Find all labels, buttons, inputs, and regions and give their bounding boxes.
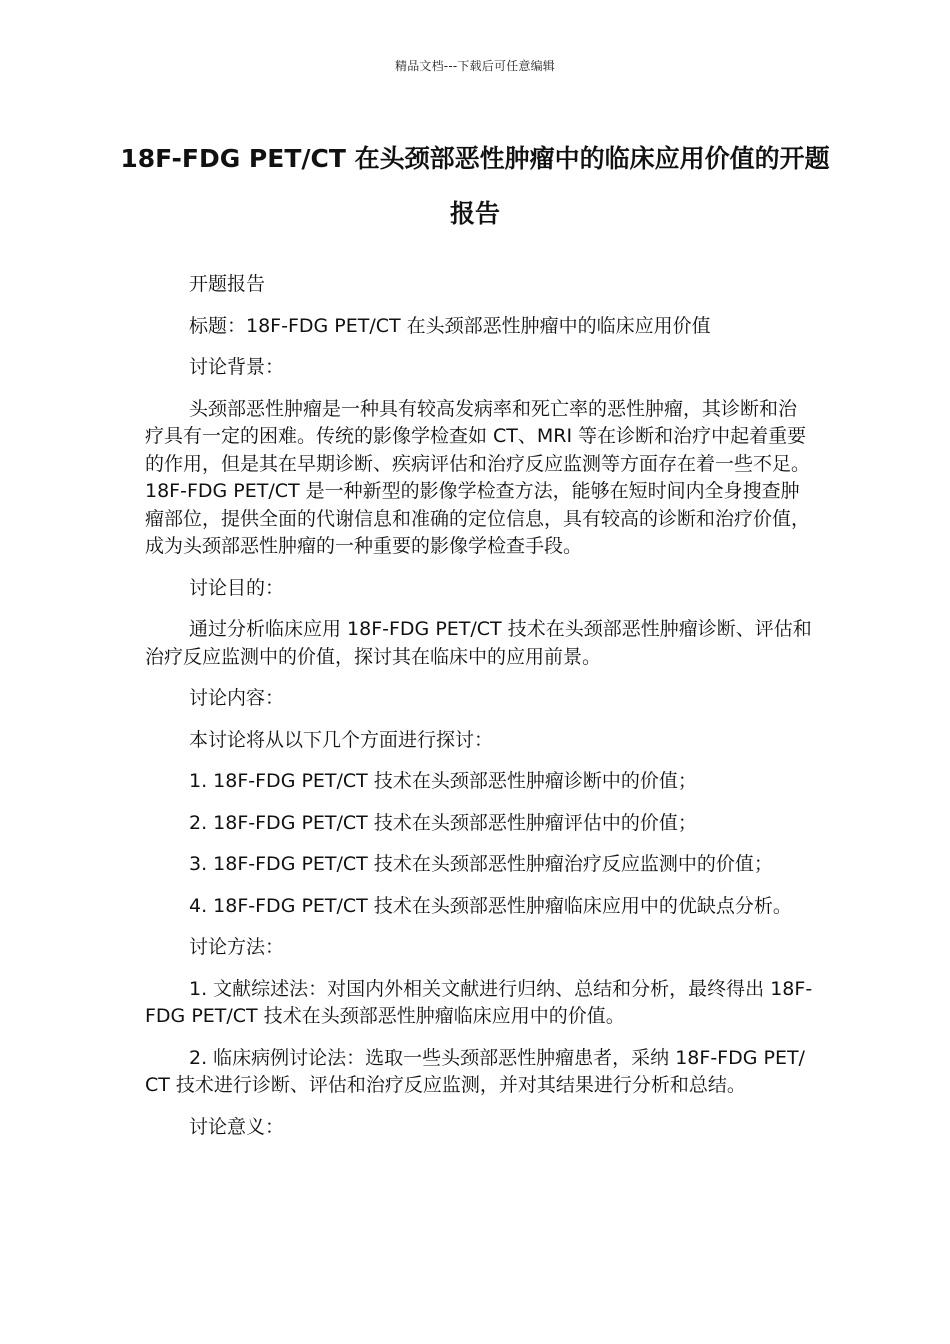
heading-background: 讨论背景： <box>189 356 285 378</box>
list-item: 2. 临床病例讨论法：选取一些头颈部恶性肿瘤患者，采纳 18F-FDG PET/CT 技术进行诊断、评估和治疗反应监测，并对其结果进行分析和总结。 <box>145 1046 805 1096</box>
heading-purpose: 讨论目的： <box>189 576 285 599</box>
paragraph-subject: 标题：18F-FDG PET/CT 在头颈部恶性肿瘤中的临床应用价值 <box>189 314 711 337</box>
heading-significance: 讨论意义： <box>189 1115 285 1138</box>
list-item: 2. 18F-FDG PET/CT 技术在头颈部恶性肿瘤评估中的价值； <box>189 811 697 834</box>
paragraph-purpose: 通过分析临床应用 18F-FDG PET/CT 技术在头颈部恶性肿瘤诊断、评估和治疗反应监测中的价值，探讨其在临床中的应用前景。 <box>145 618 812 668</box>
list-item: 4. 18F-FDG PET/CT 技术在头颈部恶性肿瘤临床应用中的优缺点分析。 <box>189 894 792 917</box>
heading-method: 讨论方法： <box>189 936 285 958</box>
list-item: 3. 18F-FDG PET/CT 技术在头颈部恶性肿瘤治疗反应监测中的价值； <box>189 853 773 875</box>
paragraph-background: 头颈部恶性肿瘤是一种具有较高发病率和死亡率的恶性肿瘤，其诊断和治疗具有一定的困难。传统的影像学检查如 CT、MRI 等在诊断和治疗中起着重要的作用，但是其在早期诊断、疾病评估和治疗反应监测等方面存在着一些不足。18F-FDG PET/CT 是一种新型的影像学检查方法，能够在短时间内全身搜查肿瘤部位，提供全面的代谢信息和准确的定位信息，具有较高的诊断和治疗价值，成为头颈部恶性肿瘤的一种重要的影像学检查手段。 <box>145 397 811 557</box>
header-note: 精品文档---下载后可任意编辑 <box>395 59 555 73</box>
document-body <box>145 271 813 1155</box>
paragraph-report-label: 开题报告 <box>189 273 266 295</box>
document-title: 18F-FDG PET/CT 在头颈部恶性肿瘤中的临床应用价值的开题报告 <box>120 144 830 228</box>
list-item: 1. 文献综述法：对国内外相关文献进行归纳、总结和分析，最终得出 18F-FDG PET/CT 技术在头颈部恶性肿瘤临床应用中的价值。 <box>145 977 813 1027</box>
list-item: 1. 18F-FDG PET/CT 技术在头颈部恶性肿瘤诊断中的价值； <box>189 770 697 792</box>
paragraph-content-intro: 本讨论将从以下几个方面进行探讨： <box>189 728 494 751</box>
heading-content: 讨论内容： <box>189 687 285 709</box>
